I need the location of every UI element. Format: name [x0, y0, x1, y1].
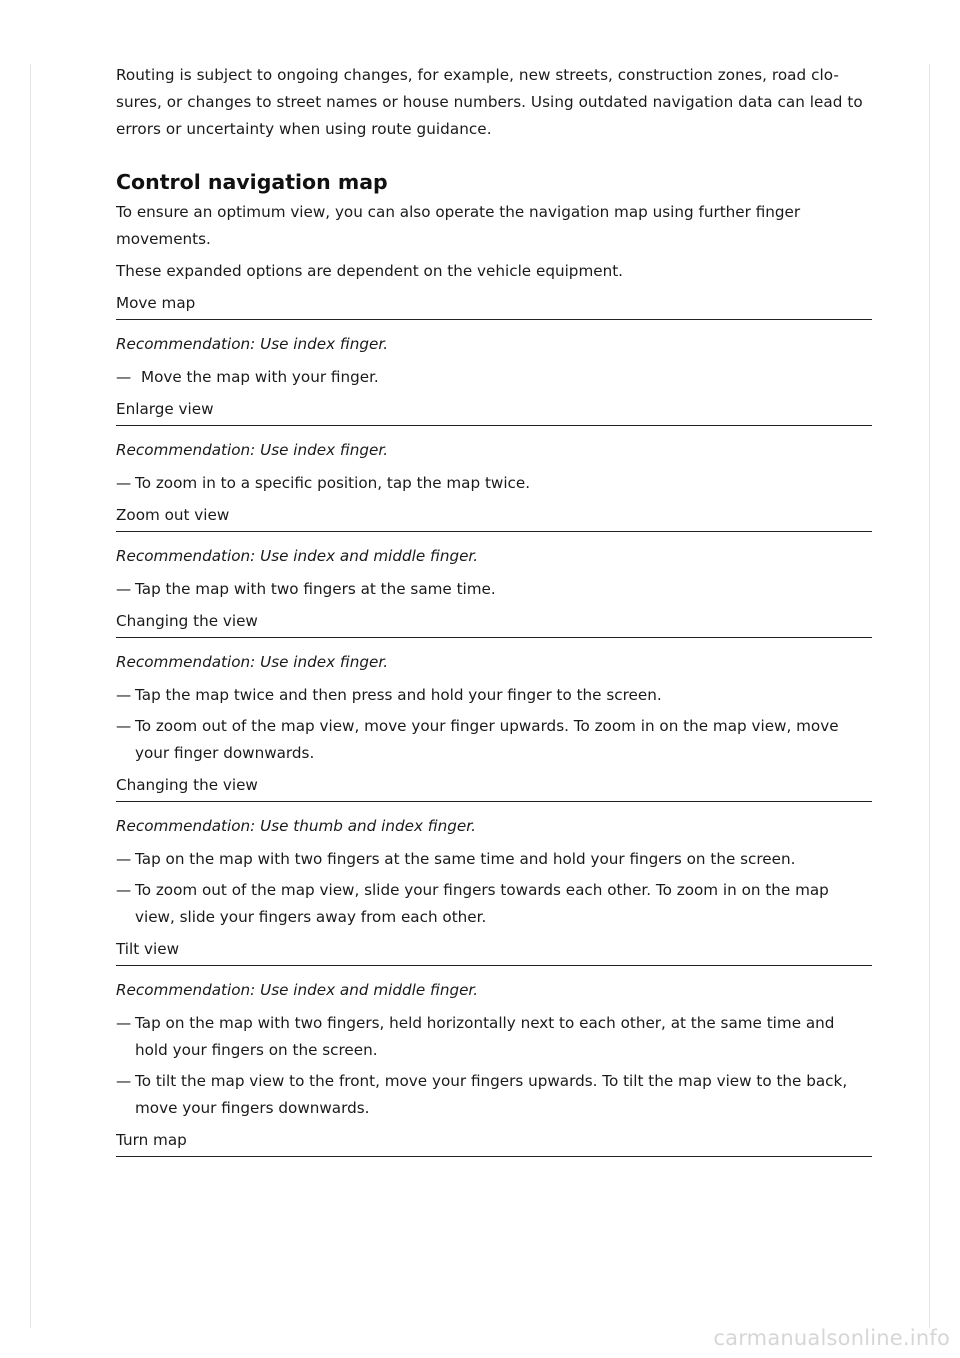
- recommendation: Recommendation: Use index finger.: [116, 335, 389, 353]
- step-item: [116, 364, 872, 391]
- step-item: [116, 682, 872, 709]
- gesture-title: Zoom out view: [116, 504, 872, 532]
- gesture-section: [116, 610, 872, 767]
- dash-bullet: —: [116, 580, 132, 598]
- page-border-right: [929, 64, 930, 1328]
- step-item: [116, 713, 872, 767]
- step-list: [116, 576, 872, 603]
- step-list: [116, 364, 872, 391]
- gesture-title: Enlarge view: [116, 398, 872, 426]
- gesture-section: [116, 398, 872, 497]
- gesture-sections: [116, 292, 872, 1157]
- gesture-title: Tilt view: [116, 938, 872, 966]
- step-item: [116, 846, 872, 873]
- recommendation: Recommendation: Use index finger.: [116, 441, 389, 459]
- gesture-section: [116, 504, 872, 603]
- gesture-section: [116, 774, 872, 931]
- step-text: To zoom out of the map view, move your finger upwards. To zoom in on the map view, move your finger downwards.: [135, 717, 839, 762]
- paragraph: To ensure an optimum view, you can also operate the navigation map using further finger movements.: [116, 203, 801, 248]
- step-list: [116, 682, 872, 767]
- step-text: Tap on the map with two fingers at the same time and hold your fingers on the screen.: [135, 850, 796, 868]
- step-list: [116, 1010, 872, 1122]
- step-text: Move the map with your finger.: [141, 368, 379, 386]
- gesture-title: Changing the view: [116, 774, 872, 802]
- dash-bullet: —: [116, 474, 132, 492]
- step-item: [116, 470, 872, 497]
- gesture-title: Turn map: [116, 1129, 872, 1157]
- step-text: To tilt the map view to the front, move your fingers upwards. To tilt the map view to the back, move your fingers downwards.: [135, 1072, 848, 1117]
- gesture-section: [116, 938, 872, 1122]
- recommendation: Recommendation: Use index and middle finger.: [116, 981, 479, 999]
- dash-bullet: —: [116, 717, 132, 735]
- recommendation: Recommendation: Use thumb and index finger.: [116, 817, 476, 835]
- gesture-section: [116, 1129, 872, 1157]
- gesture-title: Changing the view: [116, 610, 872, 638]
- section-heading: Control navigation map: [116, 170, 388, 194]
- dash-bullet: —: [116, 850, 132, 868]
- intro-paragraph: Routing is subject to ongoing changes, for example, new streets, construction zones, road clo-sures, or changes to street names or house numbers. Using outdated navigation data can lead to errors or uncertainty when using route guidance.: [116, 66, 863, 138]
- manual-page-content: [116, 62, 872, 1157]
- dash-bullet: —: [116, 1014, 132, 1032]
- step-text: To zoom out of the map view, slide your fingers towards each other. To zoom in on the map view, slide your fingers away from each other.: [135, 881, 829, 926]
- step-text: To zoom in to a specific position, tap the map twice.: [135, 474, 531, 492]
- step-list: [116, 846, 872, 931]
- page-border-left: [30, 64, 31, 1328]
- dash-bullet: —: [116, 881, 132, 899]
- recommendation: Recommendation: Use index and middle finger.: [116, 547, 479, 565]
- recommendation: Recommendation: Use index finger.: [116, 653, 389, 671]
- dash-bullet: —: [116, 368, 132, 386]
- gesture-section: [116, 292, 872, 391]
- paragraph: These expanded options are dependent on the vehicle equipment.: [116, 262, 623, 280]
- step-item: [116, 576, 872, 603]
- dash-bullet: —: [116, 1072, 132, 1090]
- step-text: Tap the map with two fingers at the same time.: [135, 580, 496, 598]
- watermark: carmanualsonline.info: [713, 1326, 950, 1350]
- gesture-title: Move map: [116, 292, 872, 320]
- step-item: [116, 1068, 872, 1122]
- step-text: Tap the map twice and then press and hold your finger to the screen.: [135, 686, 662, 704]
- step-text: Tap on the map with two fingers, held horizontally next to each other, at the same time and hold your fingers on the screen.: [135, 1014, 835, 1059]
- step-item: [116, 1010, 872, 1064]
- step-list: [116, 470, 872, 497]
- dash-bullet: —: [116, 686, 132, 704]
- step-item: [116, 877, 872, 931]
